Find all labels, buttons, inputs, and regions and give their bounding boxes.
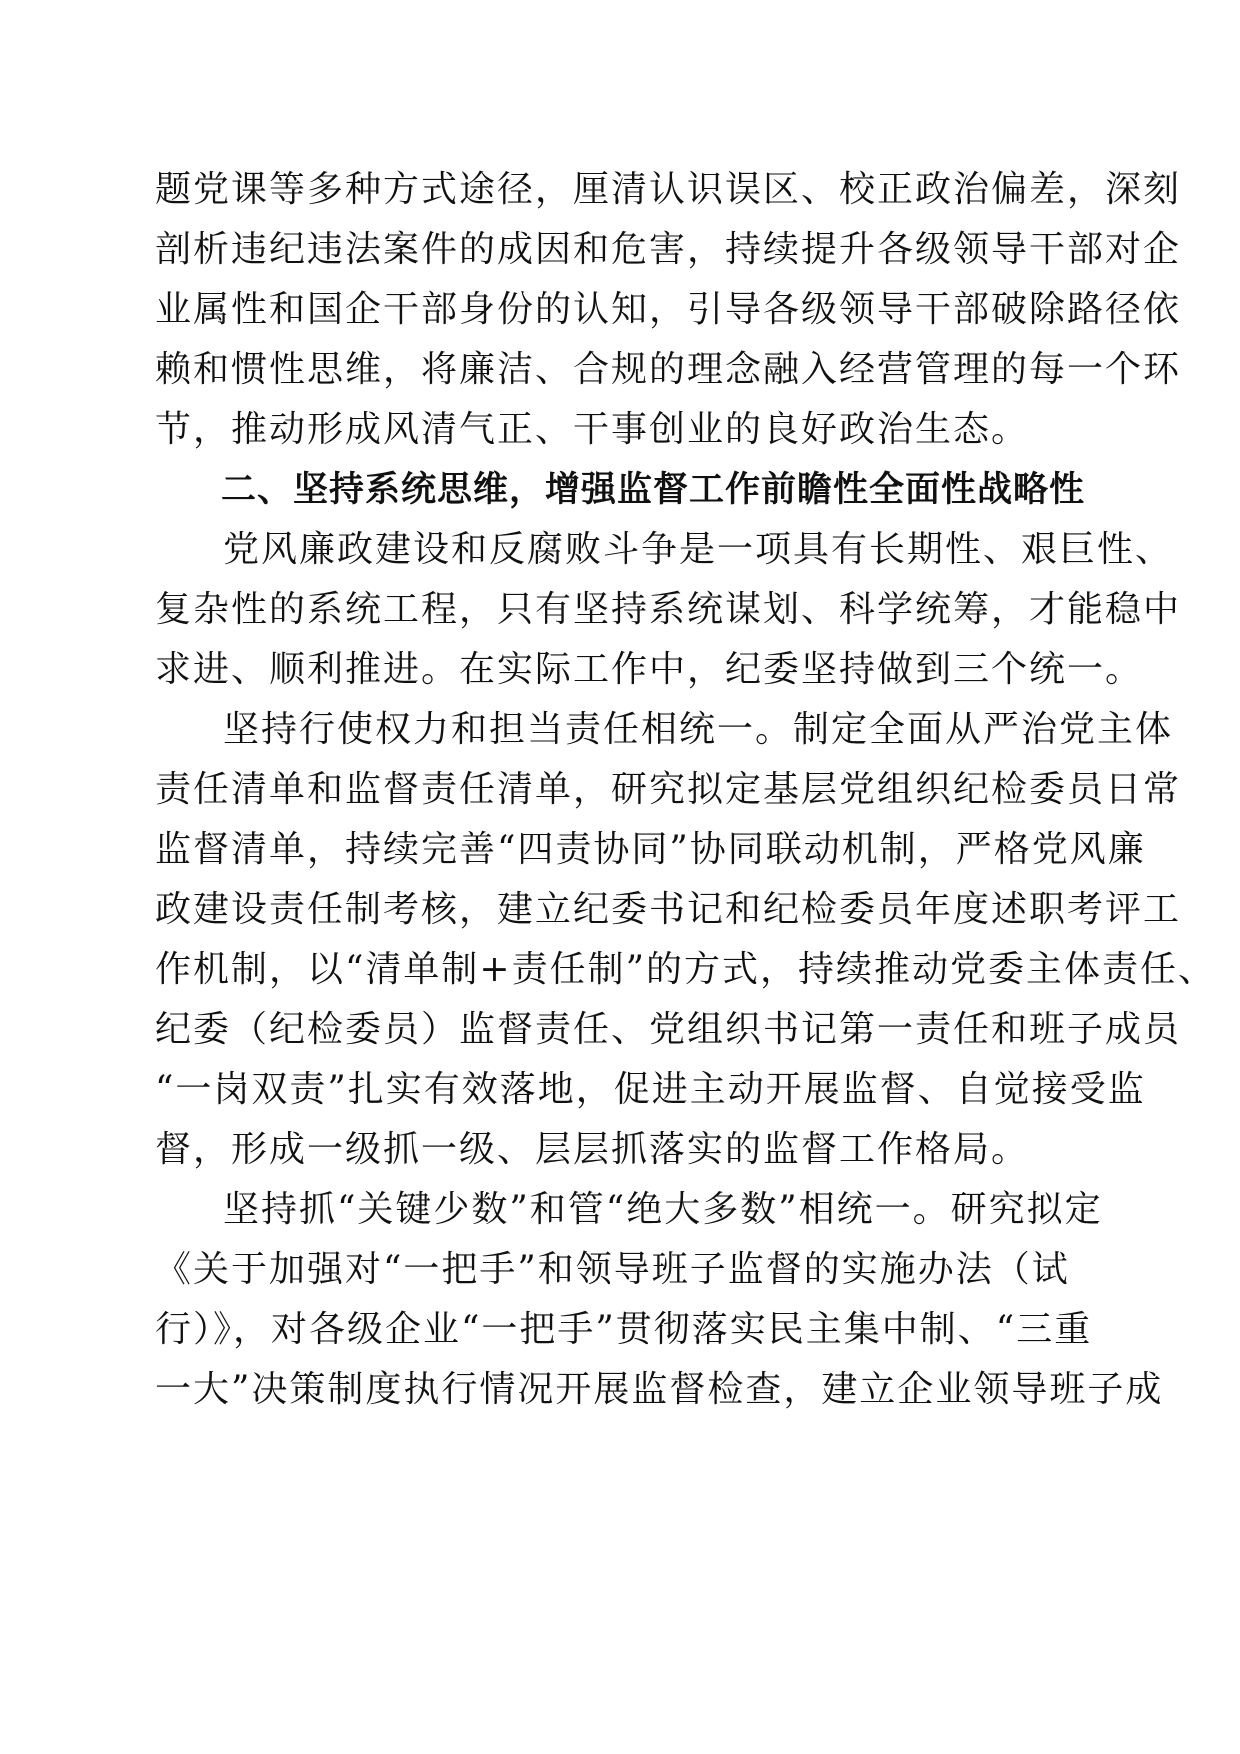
paragraph-first-line: 党风廉政建设和反腐败斗争是一项具有长期性、艰巨性、: [223, 529, 1174, 570]
body-text-line: 求进、顺利推进。在实际工作中，纪委坚持做到三个统一。: [155, 649, 1144, 690]
body-text-line: 《关于加强对“一把手”和领导班子监督的实施办法（试: [155, 1249, 1070, 1290]
body-text-line: 监督清单，持续完善“四责协同”协同联动机制，严格党风廉: [155, 829, 1146, 870]
body-text-line: 一大”决策制度执行情况开展监督检查，建立企业领导班子成: [155, 1369, 1164, 1410]
body-text-line: 剖析违纪违法案件的成因和危害，持续提升各级领导干部对企: [155, 229, 1182, 270]
body-text-line: 行）》，对各级企业“一把手”贯彻落实民主集中制、“三重: [155, 1309, 1093, 1350]
section-heading: 二、坚持系统思维，增强监督工作前瞻性全面性战略性: [221, 470, 1086, 510]
body-text-line: 赖和惯性思维，将廉洁、合规的理念融入经营管理的每一个环: [155, 349, 1182, 390]
body-text-line: 作机制，以“清单制+责任制”的方式，持续推动党委主体责任、: [155, 949, 1216, 990]
body-text-line: 纪委（纪检委员）监督责任、党组织书记第一责任和班子成员: [155, 1009, 1182, 1050]
body-text-line: 责任清单和监督责任清单，研究拟定基层党组织纪检委员日常: [155, 769, 1182, 810]
paragraph-first-line: 坚持抓“关键少数”和管“绝大多数”相统一。研究拟定: [223, 1189, 1103, 1230]
body-text-line: 政建设责任制考核，建立纪委书记和纪检委员年度述职考评工: [155, 889, 1182, 930]
paragraph-first-line: 坚持行使权力和担当责任相统一。制定全面从严治党主体: [223, 709, 1174, 750]
body-text-line: 题党课等多种方式途径，厘清认识误区、校正政治偏差，深刻: [155, 169, 1182, 210]
body-text-line: 复杂性的系统工程，只有坚持系统谋划、科学统筹，才能稳中: [155, 589, 1182, 630]
body-text-line: 节，推动形成风清气正、干事创业的良好政治生态。: [155, 409, 1030, 450]
body-text-line: 业属性和国企干部身份的认知，引导各级领导干部破除路径依: [155, 289, 1182, 330]
body-text-line: 督，形成一级抓一级、层层抓落实的监督工作格局。: [155, 1129, 1030, 1170]
body-text-line: “一岗双责”扎实有效落地，促进主动开展监督、自觉接受监: [155, 1069, 1146, 1110]
